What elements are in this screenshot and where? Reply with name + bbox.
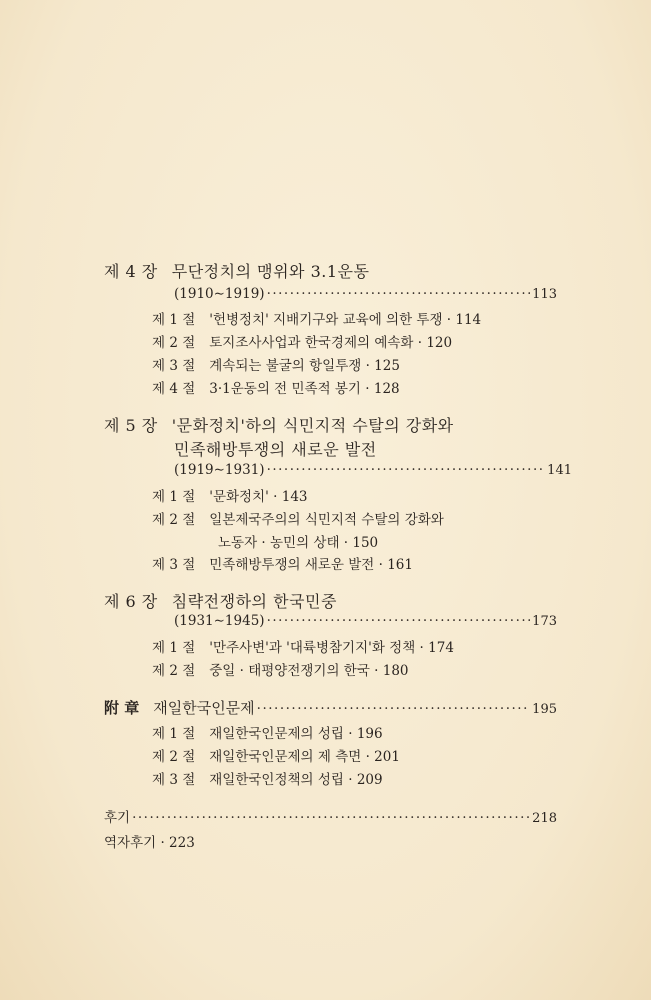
section-entry (152, 508, 444, 528)
section-label: 제 2 절 (152, 335, 196, 351)
translator-afterword (104, 831, 195, 851)
section-entry (152, 485, 308, 505)
chapter-title-continued: 민족해방투쟁의 새로운 발전 (174, 440, 377, 459)
dot-leader (257, 701, 531, 717)
chapter-4-heading (104, 259, 369, 282)
dot-leader (267, 286, 531, 302)
section-label: 제 3 절 (152, 358, 196, 374)
section-entry-continued (218, 531, 378, 551)
section-title: '만주사변'과 '대륙병참기지'화 정책 · 174 (209, 640, 454, 656)
chapter-5-heading (104, 413, 454, 436)
appendix-label: 附 章 (104, 699, 140, 717)
section-label: 제 2 절 (152, 663, 196, 679)
section-title-continued: 노동자 · 농민의 상태 · 150 (218, 535, 379, 551)
appendix-title: 재일한국인문제 (153, 699, 255, 717)
section-label: 제 1 절 (152, 640, 196, 656)
appendix-heading (104, 697, 557, 718)
section-title: 재일한국인정책의 성립 · 209 (209, 772, 383, 788)
section-entry (152, 553, 413, 573)
section-title: '문화정치' · 143 (209, 489, 308, 505)
section-label: 제 3 절 (152, 557, 196, 573)
section-title: 재일한국인문제의 성립 · 196 (209, 726, 383, 742)
section-title: 3·1운동의 전 민족적 봉기 · 128 (209, 381, 400, 397)
section-entry (152, 331, 452, 351)
chapter-page-number: 113 (532, 287, 557, 302)
dot-leader (267, 613, 531, 629)
section-label: 제 3 절 (152, 772, 196, 788)
section-label: 제 1 절 (152, 726, 196, 742)
section-entry (152, 745, 400, 765)
section-title: 토지조사사업과 한국경제의 예속화 · 120 (209, 335, 453, 351)
chapter-label: 제 4 장 (104, 262, 158, 281)
chapter-page-number: 141 (547, 463, 572, 478)
chapter-6-heading (104, 589, 337, 612)
dot-leader (132, 810, 530, 826)
chapter-5-heading-line-2 (174, 437, 377, 460)
section-entry (152, 636, 454, 656)
section-title: 일본제국주의의 식민지적 수탈의 강화와 (209, 512, 444, 528)
chapter-6-period-line (174, 613, 557, 629)
afterword-page-number: 218 (532, 811, 557, 826)
section-label: 제 1 절 (152, 312, 196, 328)
section-title: 계속되는 불굴의 항일투쟁 · 125 (209, 358, 400, 374)
section-entry (152, 354, 400, 374)
afterword-line (104, 806, 557, 826)
section-label: 제 1 절 (152, 489, 196, 505)
section-title: 재일한국인문제의 제 측면 · 201 (209, 749, 400, 765)
translator-afterword-title: 역자후기 · 223 (104, 835, 195, 851)
appendix-page-number: 195 (532, 702, 557, 717)
section-title: 중일 · 태평양전쟁기의 한국 · 180 (209, 663, 409, 679)
chapter-4-period-line (174, 286, 557, 302)
chapter-label: 제 6 장 (104, 592, 158, 611)
section-entry (152, 722, 383, 742)
chapter-title: 침략전쟁하의 한국민중 (171, 592, 337, 611)
section-label: 제 2 절 (152, 512, 196, 528)
chapter-label: 제 5 장 (104, 416, 158, 435)
chapter-page-number: 173 (532, 614, 557, 629)
section-label: 제 2 절 (152, 749, 196, 765)
afterword-title: 후기 (104, 810, 131, 826)
chapter-period: (1931∼1945) (174, 613, 265, 629)
chapter-title: 무단정치의 맹위와 3.1운동 (171, 262, 370, 281)
chapter-period: (1919∼1931) (174, 462, 265, 478)
section-entry (152, 659, 409, 679)
dot-leader (267, 462, 546, 478)
section-entry (152, 768, 383, 788)
section-entry (152, 377, 400, 397)
chapter-5-period-line (174, 462, 572, 478)
section-title: '헌병정치' 지배기구와 교육에 의한 투쟁 · 114 (209, 312, 482, 328)
chapter-title: '문화정치'하의 식민지적 수탈의 강화와 (171, 416, 454, 435)
section-label: 제 4 절 (152, 381, 196, 397)
section-entry (152, 308, 481, 328)
chapter-period: (1910∼1919) (174, 286, 265, 302)
section-title: 민족해방투쟁의 새로운 발전 · 161 (209, 557, 413, 573)
